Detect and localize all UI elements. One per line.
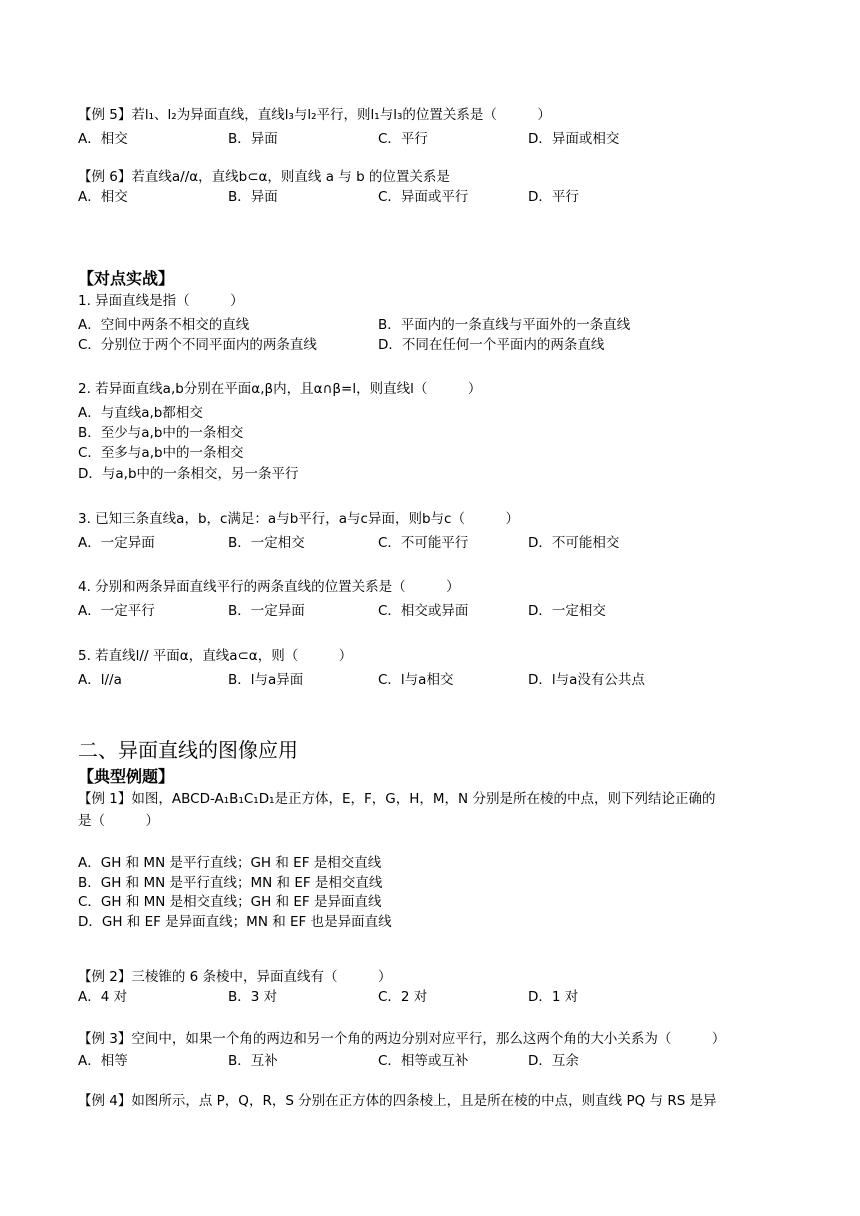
practice-4-option-b: B．一定异面 [228, 603, 305, 619]
example-5-option-a: A．相交 [78, 131, 128, 147]
example-2-option-b: B．3 对 [228, 989, 278, 1005]
example-2-stem: 【例 2】三棱锥的 6 条棱中，异面直线有（ ） [78, 969, 392, 985]
practice-4-option-d: D．一定相交 [528, 603, 606, 619]
practice-heading: 【对点实战】 [78, 269, 175, 288]
practice-3-option-a: A．一定异面 [78, 535, 155, 551]
example-1-option-d: D．GH 和 EF 是异面直线；MN 和 EF 也是异面直线 [78, 914, 392, 930]
practice-1-option-a: A．空间中两条不相交的直线 [78, 317, 250, 333]
practice-3-option-d: D．不可能相交 [528, 535, 620, 551]
example-3-option-c: C．相等或互补 [378, 1053, 469, 1069]
practice-5-option-c: C．l与a相交 [378, 672, 454, 688]
example-2-option-d: D．1 对 [528, 989, 579, 1005]
example-4-stem: 【例 4】如图所示，点 P，Q，R，S 分别在正方体的四条棱上，且是所在棱的中点，则直线 PQ 与 RS 是异 [78, 1093, 717, 1109]
example-5-stem: 【例 5】若l₁、l₂为异面直线，直线l₃与l₂平行，则l₁与l₃的位置关系是（ ） [78, 107, 551, 123]
practice-2-option-a: A．与直线a,b都相交 [78, 405, 203, 421]
example-2-option-c: C．2 对 [378, 989, 428, 1005]
practice-1-stem: 1. 异面直线是指（ ） [78, 293, 244, 309]
example-3-option-a: A．相等 [78, 1053, 128, 1069]
practice-2-option-c: C．至多与a,b中的一条相交 [78, 445, 244, 461]
example-6-option-a: A．相交 [78, 189, 128, 205]
example-3-option-d: D．互余 [528, 1053, 579, 1069]
example-6-stem: 【例 6】若直线a//α，直线b⊂α，则直线 a 与 b 的位置关系是 [78, 169, 450, 185]
practice-2-option-b: B．至少与a,b中的一条相交 [78, 425, 244, 441]
practice-3-option-c: C．不可能平行 [378, 535, 469, 551]
practice-5-option-b: B．l与a异面 [228, 672, 304, 688]
example-6-option-b: B．异面 [228, 189, 278, 205]
practice-5-option-a: A．l//a [78, 672, 122, 688]
example-1-option-b: B．GH 和 MN 是平行直线；MN 和 EF 是相交直线 [78, 875, 383, 891]
example-1-stem-line-1: 【例 1】如图，ABCD-A₁B₁C₁D₁是正方体，E，F，G，H，M，N 分别是所在棱的中点，则下列结论正确的 [78, 791, 716, 807]
example-5-option-d: D．异面或相交 [528, 131, 620, 147]
example-5-option-b: B．异面 [228, 131, 278, 147]
practice-1-option-d: D．不同在任何一个平面内的两条直线 [378, 337, 605, 353]
section-2-heading: 二、异面直线的图像应用 [78, 738, 298, 762]
practice-4-option-c: C．相交或异面 [378, 603, 469, 619]
example-3-stem: 【例 3】空间中，如果一个角的两边和另一个角的两边分别对应平行，那么这两个角的大小关系为（ ） [78, 1031, 726, 1047]
example-2-option-a: A．4 对 [78, 989, 128, 1005]
example-1-stem-line-2: 是（ ） [78, 813, 159, 829]
example-6-option-c: C．异面或平行 [378, 189, 469, 205]
practice-4-stem: 4. 分别和两条异面直线平行的两条直线的位置关系是（ ） [78, 579, 460, 595]
example-3-option-b: B．互补 [228, 1053, 278, 1069]
practice-1-option-b: B．平面内的一条直线与平面外的一条直线 [378, 317, 631, 333]
practice-4-option-a: A．一定平行 [78, 603, 155, 619]
practice-3-stem: 3. 已知三条直线a，b，c满足：a与b平行，a与c异面，则b与c（ ） [78, 511, 519, 527]
practice-5-stem: 5. 若直线l// 平面α，直线a⊂α，则（ ） [78, 648, 353, 664]
typical-examples-heading: 【典型例题】 [78, 767, 175, 786]
practice-5-option-d: D．l与a没有公共点 [528, 672, 645, 688]
example-1-option-c: C．GH 和 MN 是相交直线；GH 和 EF 是异面直线 [78, 894, 382, 910]
practice-3-option-b: B．一定相交 [228, 535, 305, 551]
example-5-option-c: C．平行 [378, 131, 428, 147]
example-1-option-a: A．GH 和 MN 是平行直线；GH 和 EF 是相交直线 [78, 855, 382, 871]
practice-1-option-c: C．分别位于两个不同平面内的两条直线 [78, 337, 317, 353]
practice-2-option-d: D．与a,b中的一条相交，另一条平行 [78, 466, 299, 482]
example-6-option-d: D．平行 [528, 189, 579, 205]
practice-2-stem: 2. 若异面直线a,b分别在平面α,β内，且α∩β=l，则直线l（ ） [78, 381, 482, 397]
